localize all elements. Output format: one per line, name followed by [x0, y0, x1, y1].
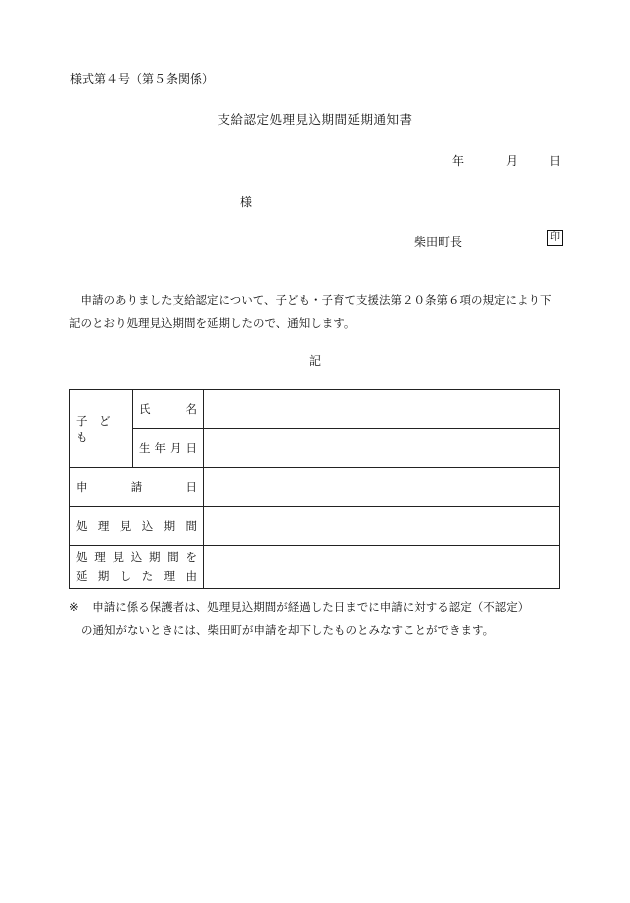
- name-label: 氏 名: [139, 402, 197, 416]
- name-label-cell: [133, 390, 204, 429]
- child-label: 子 ど も: [76, 413, 122, 444]
- application-date-label-cell: [70, 468, 204, 507]
- expected-period-label-cell: [70, 507, 204, 546]
- child-label-cell: [70, 390, 133, 468]
- application-date-label: 申 請 日: [76, 480, 197, 494]
- seal-mark: 印: [547, 230, 563, 246]
- table-row: [70, 546, 560, 589]
- date-year: 年: [452, 154, 465, 168]
- reason-label-line2: 延期した理由: [76, 569, 197, 583]
- addressee-suffix: 様: [240, 195, 253, 209]
- table-row: [70, 429, 560, 468]
- ki-heading: 記: [308, 354, 321, 368]
- date-day: 日: [549, 154, 562, 168]
- note-line2: の通知がないときには、柴田町が申請を却下したものとみなすことができます。: [81, 623, 495, 637]
- form-number: 様式第４号（第５条関係）: [70, 72, 215, 86]
- body-paragraph: 申請のありました支給認定について、子ども・子育て支援法第２０条第６項の規定により下記のとおり処理見込期間を延期したので、通知します。: [69, 293, 552, 330]
- table-row: [70, 507, 560, 546]
- dob-label-cell: [133, 429, 204, 468]
- date-month: 月: [506, 154, 519, 168]
- document-title: 支給認定処理見込期間延期通知書: [217, 112, 413, 127]
- sender-name: 柴田町長: [414, 235, 463, 249]
- name-value-cell[interactable]: [204, 390, 560, 429]
- table-row: [70, 468, 560, 507]
- dob-value-cell[interactable]: [204, 429, 560, 468]
- note-line1: 申請に係る保護者は、処理見込期間が経過した日までに申請に対する認定（不認定）: [92, 600, 530, 614]
- application-date-value-cell[interactable]: [204, 468, 560, 507]
- dob-label: 生年月日: [139, 441, 197, 455]
- reason-value-cell[interactable]: [204, 546, 560, 589]
- note-mark: ※: [69, 600, 79, 614]
- expected-period-label: 処 理 見 込 期 間: [76, 519, 197, 533]
- expected-period-value-cell[interactable]: [204, 507, 560, 546]
- table-row: [70, 390, 560, 429]
- note: [69, 596, 563, 642]
- reason-label-cell: [70, 546, 204, 589]
- info-table: [69, 389, 560, 589]
- reason-label-line1: 処理見込期間を: [76, 550, 197, 564]
